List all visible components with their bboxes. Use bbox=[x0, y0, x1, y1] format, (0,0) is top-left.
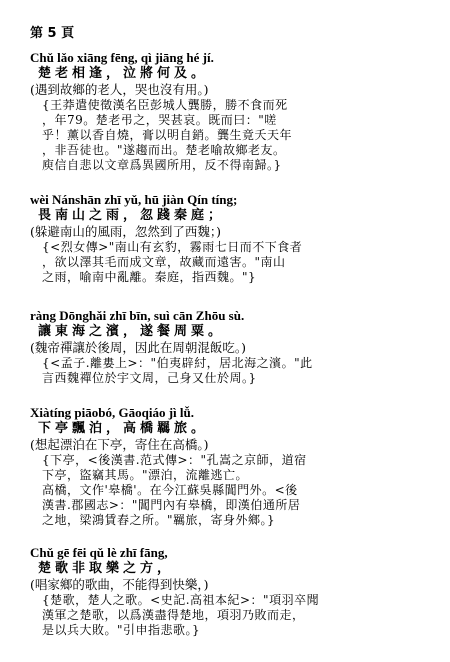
annotation-line: ，年79。楚老弔之，哭甚哀。既而曰："嗟 bbox=[42, 113, 277, 127]
meaning-line: (唱家鄉的歌曲，不能得到快樂，) bbox=[30, 577, 209, 592]
entry-1 bbox=[30, 50, 430, 173]
annotation-line: 乎！薰以香自燒，膏以明自銷。龔生竟夭天年 bbox=[42, 128, 293, 142]
annotation-line: {王莽遣使徵漢名臣彭城人龔勝，勝不食而死 bbox=[42, 98, 288, 112]
annotation-line: 漢書.郡國志>："閶門內有皋橋，即漢伯通所居 bbox=[42, 498, 301, 512]
annotation bbox=[30, 240, 430, 285]
annotation-line: 是以兵大敗。"引申指悲歌。} bbox=[42, 623, 201, 637]
entry-4 bbox=[30, 405, 430, 528]
annotation-line: ，欲以澤其毛而成文章，故藏而遠害。"南山 bbox=[42, 255, 286, 269]
annotation-line: 之雨，喻南中亂離。秦庭，指西魏。"} bbox=[42, 270, 257, 284]
pinyin-line: Chǔ gē fēi qǔ lè zhī fāng, bbox=[30, 545, 168, 560]
pinyin-line: Xiàtíng piāobó, Gāoqiáo jì lǚ. bbox=[30, 405, 194, 420]
annotation-line: 下亭，盜竊其馬。"漂泊，流離逃亡。 bbox=[42, 468, 249, 482]
annotation-line: {<烈女傳>"南山有玄豹，霧雨七日而不下食者 bbox=[42, 240, 303, 254]
annotation-line: 高橋，文作'皋橋'。在今江蘇吳縣閶門外。<後 bbox=[42, 483, 298, 497]
entry-3 bbox=[30, 308, 430, 386]
annotation-line: ，非吾徒也。"遂趨而出。楚老喻故鄉老友。 bbox=[42, 143, 286, 157]
annotation-line: {下亭，<後漢書.范式傳>："孔嵩之京師，道宿 bbox=[42, 453, 307, 467]
annotation bbox=[30, 98, 430, 173]
annotation-line: 言西魏禪位於宇文周，己身又仕於周。} bbox=[42, 371, 257, 385]
hanzi-line: 楚歌非取樂之方， bbox=[38, 561, 175, 576]
hanzi-line: 讓東海之濱，遂餐周粟。 bbox=[38, 324, 226, 339]
hanzi-line: 楚老相逢，泣將何及。 bbox=[38, 66, 209, 81]
meaning-line: (想起漂泊在下亭，寄住在高橋。) bbox=[30, 437, 209, 452]
annotation-line: 之地，梁鴻賃舂之所。"羈旅，寄身外鄉。} bbox=[42, 513, 276, 527]
pinyin-line: ràng Dōnghǎi zhī bīn, suì cān Zhōu sù. bbox=[30, 308, 245, 323]
annotation bbox=[30, 593, 430, 638]
meaning-line: (躲避南山的風雨，忽然到了西魏；) bbox=[30, 224, 222, 239]
annotation bbox=[30, 356, 430, 386]
hanzi-line: 下亭飄泊，高橋羈旅。 bbox=[38, 421, 209, 436]
annotation-line: 漢軍之楚歌，以爲漢盡得楚地，項羽乃敗而走， bbox=[42, 608, 305, 622]
entry-2 bbox=[30, 192, 430, 285]
page-number: 第 5 頁 bbox=[30, 26, 75, 41]
annotation-line: {楚歌，楚人之歌。<史記.高祖本紀>："項羽卒聞 bbox=[42, 593, 320, 607]
annotation bbox=[30, 453, 430, 528]
annotation-line: 庾信自悲以文章爲異國所用，反不得南歸。} bbox=[42, 158, 282, 172]
meaning-line: (魏帝禪讓於後周，因此在周朝混飯吃。) bbox=[30, 340, 247, 355]
annotation-line: {<孟子.離婁上>："伯夷辟紂，居北海之濱。"此 bbox=[42, 356, 313, 370]
hanzi-line: 畏南山之雨，忽踐秦庭； bbox=[38, 208, 226, 223]
pinyin-line: Chǔ lǎo xiāng fēng, qì jiāng hé jí. bbox=[30, 50, 214, 65]
pinyin-line: wèi Nánshān zhī yǔ, hū jiàn Qín tíng; bbox=[30, 192, 238, 207]
entry-5 bbox=[30, 545, 430, 638]
meaning-line: (遇到故鄉的老人，哭也沒有用。) bbox=[30, 82, 209, 97]
